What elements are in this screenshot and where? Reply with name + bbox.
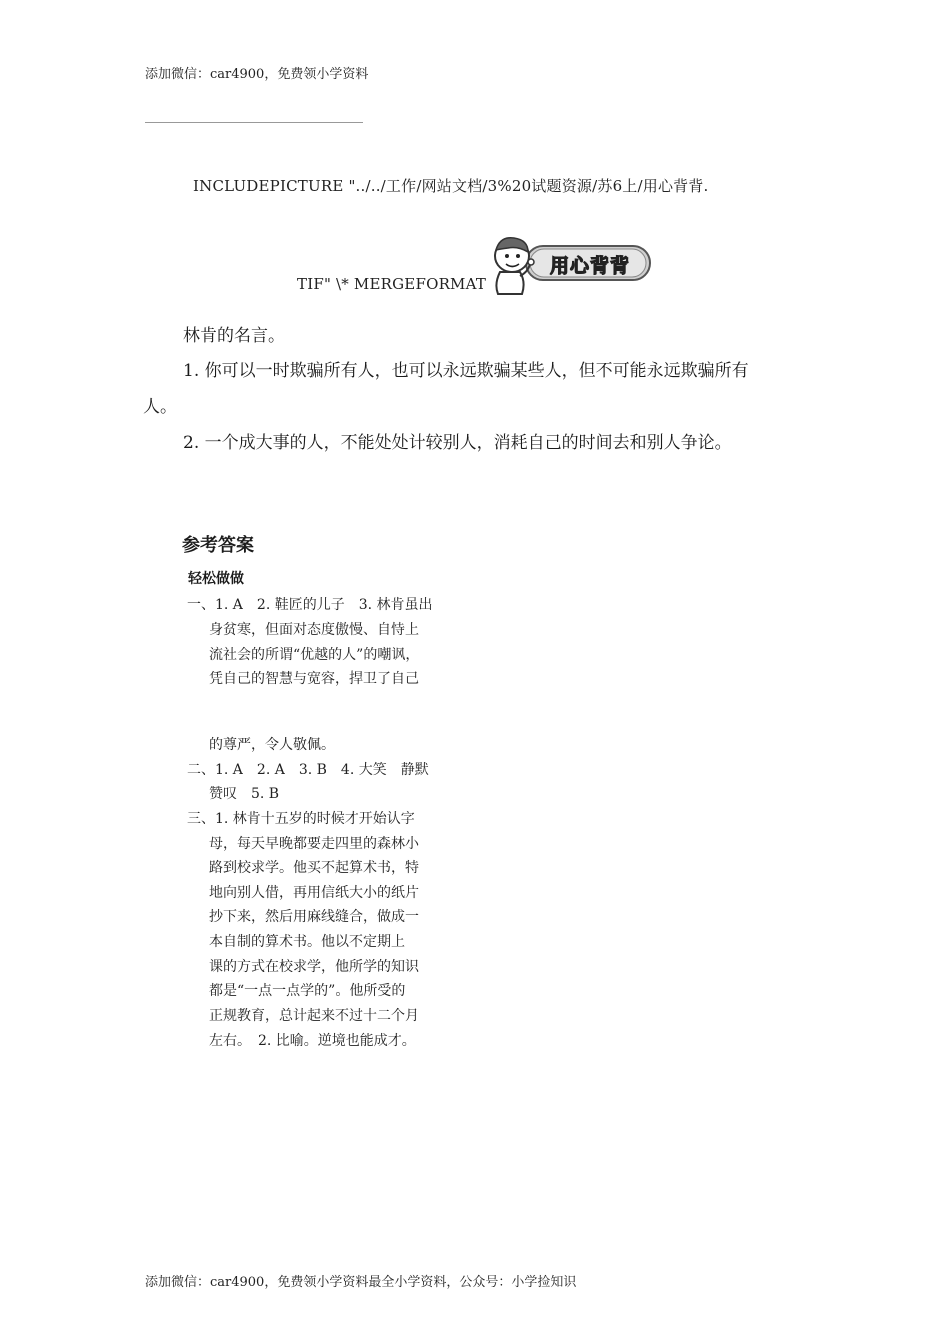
answers-title: 参考答案: [182, 535, 254, 556]
answer-line: 一、1. A 2. 鞋匠的儿子 3. 林肯虽出: [187, 597, 433, 613]
quote-intro: 林肯的名言。: [183, 326, 285, 346]
include-field-line-2: TIF" \* MERGEFORMAT: [297, 275, 487, 293]
answer-line: 路到校求学。他买不起算术书，特: [209, 860, 419, 876]
answer-line: 抄下来，然后用麻线缝合，做成一: [209, 909, 419, 925]
answer-line: 凭自己的智慧与宽容，捍卫了自己: [209, 671, 419, 687]
answer-line: 正规教育，总计起来不过十二个月: [209, 1008, 419, 1024]
answer-line: 流社会的所谓“优越的人”的嘲讽，: [209, 647, 420, 663]
answer-line: 左右。 2. 比喻。逆境也能成才。: [209, 1033, 416, 1049]
answer-line: 课的方式在校求学，他所学的知识: [209, 959, 419, 975]
answer-line: 的尊严，令人敬佩。: [209, 737, 335, 753]
include-field-line-1: INCLUDEPICTURE "../../工作/网站文档/3%20试题资源/苏6上/用心背背.: [193, 177, 709, 195]
answer-line: 本自制的算术书。他以不定期上: [209, 934, 405, 950]
answer-line: 赞叹 5. B: [209, 786, 280, 802]
answer-line: 母，每天早晚都要走四里的森林小: [209, 836, 419, 852]
quote-2: 2. 一个成大事的人，不能处处计较别人，消耗自己的时间去和别人争论。: [183, 433, 732, 453]
quote-1-line-1: 1. 你可以一时欺骗所有人，也可以永远欺骗某些人，但不可能永远欺骗所有: [183, 361, 749, 381]
page-header: 添加微信：car4900，免费领小学资料: [145, 67, 369, 82]
answer-line: 都是“一点一点学的”。他所受的: [209, 983, 406, 999]
answers-subtitle: 轻松做做: [188, 571, 244, 587]
quote-1-line-2: 人。: [143, 397, 177, 417]
memorize-banner: [488, 234, 653, 296]
page-footer: 添加微信：car4900，免费领小学资料最全小学资料，公众号：小学捡知识: [145, 1275, 577, 1290]
answer-line: 三、1. 林肯十五岁的时候才开始认字: [187, 811, 415, 827]
header-rule: [145, 122, 363, 123]
answer-line: 地向别人借，再用信纸大小的纸片: [209, 885, 419, 901]
banner-label: 用心背背: [549, 255, 630, 277]
answer-line: 身贫寒，但面对态度傲慢、自恃上: [209, 622, 419, 638]
answer-line: 二、1. A 2. A 3. B 4. 大笑 静默: [187, 762, 429, 778]
